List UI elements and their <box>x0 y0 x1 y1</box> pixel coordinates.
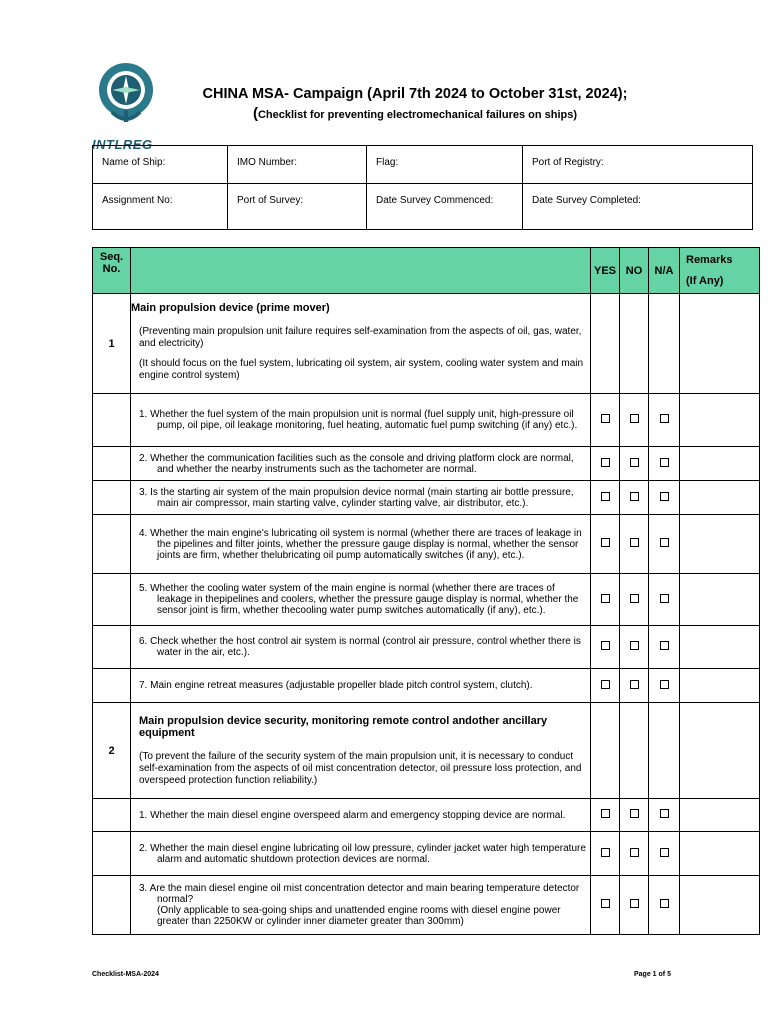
na-checkbox[interactable] <box>660 492 669 501</box>
item-note: (Only applicable to sea-going ships and unattended engine rooms with diesel engine power greater than 2250KW or cylinder inner diameter greater than 300mm) <box>157 905 561 927</box>
empty-seq-cell <box>93 515 131 574</box>
na-checkbox[interactable] <box>660 414 669 423</box>
no-checkbox[interactable] <box>630 414 639 423</box>
yes-checkbox[interactable] <box>601 492 610 501</box>
anchor-shank <box>124 110 128 122</box>
checklist-item-row <box>93 626 760 669</box>
section-desc: (It should focus on the fuel system, lubricating oil system, air system, cooling water system and main engine control system) <box>139 358 584 381</box>
no-cell <box>620 832 649 876</box>
na-checkbox[interactable] <box>660 899 669 908</box>
section-description <box>131 703 591 799</box>
remarks-cell[interactable] <box>680 799 760 832</box>
col-header-yes: YES <box>591 248 620 294</box>
section-number: 1 <box>93 294 131 394</box>
col-header-remarks <box>680 248 760 294</box>
item-text: 3. Are the main diesel engine oil mist concentration detector and main bearing temperature detector normal? <box>139 883 580 905</box>
no-cell <box>620 876 649 935</box>
yes-cell <box>591 832 620 876</box>
checklist-item-row <box>93 394 760 447</box>
col-header-na: N/A <box>649 248 680 294</box>
checklist-item-row <box>93 574 760 626</box>
item-text: 5. Whether the cooling water system of the main engine is normal (whether there are traces of leakage in thepipelines and coolers, whether the pressure gauge display is normal, whether the sensor joint is firm, whether thecooling water pump switches automatically (if any), etc.). <box>139 583 579 616</box>
section-desc: (Preventing main propulsion unit failure requires self-examination from the aspects of oil, gas, water, and electricity) <box>139 326 582 349</box>
checklist-item-row <box>93 669 760 703</box>
checklist-item <box>131 447 591 481</box>
empty-cell <box>620 703 649 799</box>
yes-cell <box>591 394 620 447</box>
na-checkbox[interactable] <box>660 458 669 467</box>
na-cell <box>649 669 680 703</box>
empty-seq-cell <box>93 876 131 935</box>
section-number: 2 <box>93 703 131 799</box>
section-title: Main propulsion device (prime mover) <box>131 302 330 314</box>
yes-cell <box>591 447 620 481</box>
na-checkbox[interactable] <box>660 538 669 547</box>
yes-checkbox[interactable] <box>601 458 610 467</box>
checklist-item-row <box>93 832 760 876</box>
no-checkbox[interactable] <box>630 594 639 603</box>
remarks-cell[interactable] <box>680 574 760 626</box>
footer-doc-id: Checklist-MSA-2024 <box>92 971 159 978</box>
remarks-cell[interactable] <box>680 626 760 669</box>
footer-page-number: Page 1 of 5 <box>634 971 671 978</box>
page-subtitle <box>170 105 660 122</box>
empty-seq-cell <box>93 669 131 703</box>
item-text: 7. Main engine retreat measures (adjustable propeller blade pitch control system, clutch). <box>139 680 533 691</box>
item-text: 2. Whether the communication facilities such as the console and driving platform clock are normal, and whether the nearby instruments such as the tachometer are normal. <box>139 452 574 475</box>
table-header-row <box>93 248 760 294</box>
imo-number-field[interactable]: IMO Number: <box>228 146 367 184</box>
empty-seq-cell <box>93 574 131 626</box>
yes-checkbox[interactable] <box>601 594 610 603</box>
empty-seq-cell <box>93 447 131 481</box>
remarks-cell[interactable] <box>680 394 760 447</box>
subtitle-paren: ( <box>252 105 258 122</box>
item-text: 1. Whether the main diesel engine overspeed alarm and emergency stopping device are normal. <box>139 809 566 821</box>
info-row <box>93 184 753 230</box>
logo-wordmark: INTLREG <box>92 137 153 152</box>
na-checkbox[interactable] <box>660 594 669 603</box>
na-cell <box>649 876 680 935</box>
checklist-table <box>92 247 760 935</box>
no-checkbox[interactable] <box>630 538 639 547</box>
na-cell <box>649 799 680 832</box>
na-checkbox[interactable] <box>660 641 669 650</box>
yes-checkbox[interactable] <box>601 809 610 818</box>
no-checkbox[interactable] <box>630 809 639 818</box>
checklist-item <box>131 394 591 447</box>
section-row <box>93 703 760 799</box>
ship-info-table <box>92 145 753 230</box>
item-text: 6. Check whether the host control air system is normal (control air pressure, control whether there is water in the air, etc.). <box>139 636 581 658</box>
checklist-item <box>131 832 591 876</box>
item-text: 4. Whether the main engine's lubricating oil system is normal (whether there are traces of leakage in the pipelines and filter joints, whether the pressure gauge display is normal, whether the sensor joints are firm, whether thelubricating oil pump automatically switches (if any), etc.). <box>139 527 582 561</box>
yes-cell <box>591 574 620 626</box>
na-checkbox[interactable] <box>660 809 669 818</box>
remarks-cell[interactable] <box>680 481 760 515</box>
yes-cell <box>591 799 620 832</box>
empty-cell <box>649 294 680 394</box>
remarks-cell[interactable] <box>680 832 760 876</box>
subtitle-text: Checklist for preventing electromechanical failures on ships) <box>257 109 578 121</box>
no-cell <box>620 626 649 669</box>
empty-cell <box>620 294 649 394</box>
section-row <box>93 294 760 394</box>
remarks-cell[interactable] <box>680 876 760 935</box>
checklist-item <box>131 515 591 574</box>
na-cell <box>649 626 680 669</box>
yes-cell <box>591 481 620 515</box>
empty-cell <box>591 703 620 799</box>
port-of-registry-field[interactable]: Port of Registry: <box>523 146 753 184</box>
checklist-item-row <box>93 481 760 515</box>
no-cell <box>620 669 649 703</box>
yes-checkbox[interactable] <box>601 899 610 908</box>
remarks-cell[interactable] <box>680 294 760 394</box>
na-cell <box>649 832 680 876</box>
empty-seq-cell <box>93 799 131 832</box>
section-description <box>131 294 591 394</box>
no-checkbox[interactable] <box>630 680 639 689</box>
no-checkbox[interactable] <box>630 641 639 650</box>
no-cell <box>620 394 649 447</box>
date-completed-field[interactable]: Date Survey Completed: <box>523 184 753 230</box>
yes-cell <box>591 876 620 935</box>
remarks-sublabel: (If Any) <box>686 274 724 287</box>
no-checkbox[interactable] <box>630 492 639 501</box>
empty-cell <box>591 294 620 394</box>
no-checkbox[interactable] <box>630 848 639 857</box>
assignment-no-field[interactable]: Assignment No: <box>93 184 228 230</box>
empty-seq-cell <box>93 832 131 876</box>
section-title: Main propulsion device security, monitoring remote control andother ancillary equipment <box>139 715 548 739</box>
yes-checkbox[interactable] <box>601 680 610 689</box>
checklist-item-row <box>93 876 760 935</box>
empty-seq-cell <box>93 394 131 447</box>
no-cell <box>620 447 649 481</box>
checklist-item-row <box>93 799 760 832</box>
name-of-ship-field[interactable]: Name of Ship: <box>93 146 228 184</box>
no-cell <box>620 574 649 626</box>
na-cell <box>649 394 680 447</box>
yes-cell <box>591 515 620 574</box>
na-cell <box>649 515 680 574</box>
checklist-item <box>131 799 591 832</box>
remarks-cell[interactable] <box>680 447 760 481</box>
col-header-seq: Seq. No. <box>93 248 131 294</box>
col-header-no: NO <box>620 248 649 294</box>
col-header-item <box>131 248 591 294</box>
remarks-cell[interactable] <box>680 669 760 703</box>
checklist-item <box>131 574 591 626</box>
item-text: 2. Whether the main diesel engine lubricating oil low pressure, cylinder jacket water high temperature alarm and automatic shutdown protection devices are normal. <box>139 842 586 865</box>
no-checkbox[interactable] <box>630 899 639 908</box>
no-checkbox[interactable] <box>630 458 639 467</box>
empty-seq-cell <box>93 626 131 669</box>
checklist-item <box>131 876 591 935</box>
page-title: CHINA MSA- Campaign (April 7th 2024 to October 31st, 2024); <box>202 86 628 102</box>
na-checkbox[interactable] <box>660 848 669 857</box>
port-of-survey-field[interactable]: Port of Survey: <box>228 184 367 230</box>
na-cell <box>649 481 680 515</box>
checklist-item <box>131 481 591 515</box>
na-checkbox[interactable] <box>660 680 669 689</box>
checklist-item-row <box>93 515 760 574</box>
checklist-item <box>131 626 591 669</box>
info-row <box>93 146 753 184</box>
yes-checkbox[interactable] <box>601 641 610 650</box>
yes-checkbox[interactable] <box>601 538 610 547</box>
section-desc: (To prevent the failure of the security system of the main propulsion unit, it is necessary to conduct self-examination from the aspects of oil mist concentration detector, oil pressure loss protection, and overspeed protection function reliability.) <box>139 751 582 786</box>
empty-seq-cell <box>93 481 131 515</box>
flag-field[interactable]: Flag: <box>367 146 523 184</box>
remarks-cell[interactable] <box>680 515 760 574</box>
no-cell <box>620 481 649 515</box>
date-commenced-field[interactable]: Date Survey Commenced: <box>367 184 523 230</box>
title-block <box>170 86 660 122</box>
intlreg-logo <box>92 60 160 152</box>
na-cell <box>649 447 680 481</box>
yes-checkbox[interactable] <box>601 848 610 857</box>
remarks-label: Remarks <box>686 253 733 266</box>
checklist-item-row <box>93 447 760 481</box>
checklist-item <box>131 669 591 703</box>
item-text: 3. Is the starting air system of the main propulsion device normal (main starting air bottle pressure, main air compressor, main starting valve, cylinder starting valve, air distributor, etc.). <box>139 486 574 509</box>
yes-cell <box>591 669 620 703</box>
yes-cell <box>591 626 620 669</box>
empty-cell <box>649 703 680 799</box>
no-cell <box>620 515 649 574</box>
no-cell <box>620 799 649 832</box>
na-cell <box>649 574 680 626</box>
remarks-cell[interactable] <box>680 703 760 799</box>
item-text: 1. Whether the fuel system of the main propulsion unit is normal (fuel supply unit, high-pressure oil pump, oil pipe, oil leakage monitoring, fuel heating, automatic fuel pump switching (if any) etc.). <box>139 409 578 431</box>
yes-checkbox[interactable] <box>601 414 610 423</box>
